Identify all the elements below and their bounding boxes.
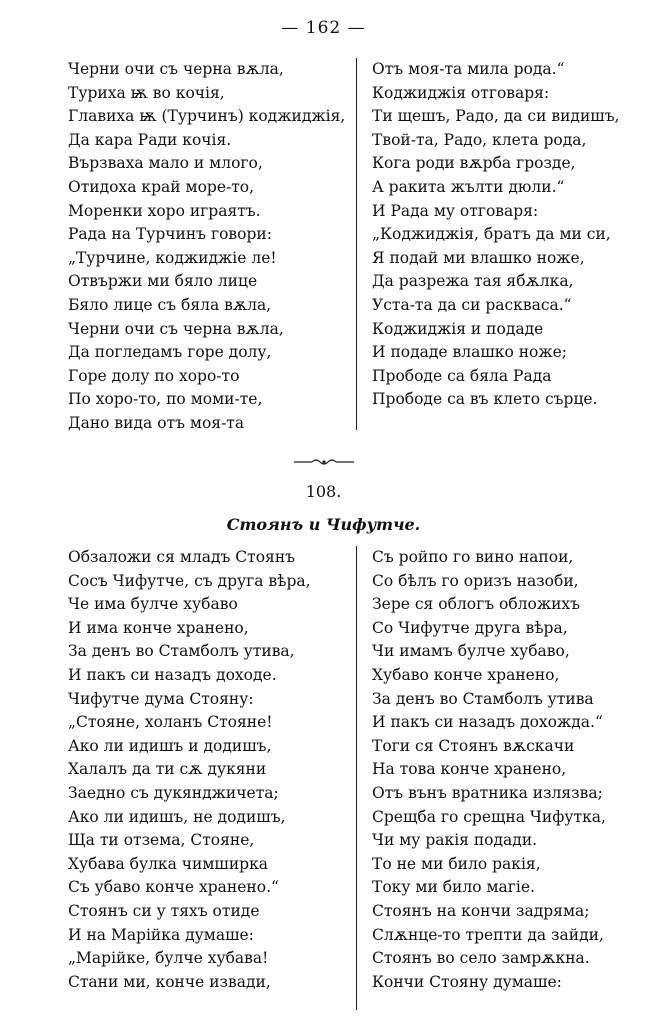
verse-line: Стоянъ на кончи задряма;: [372, 901, 590, 920]
verse-line: За денъ во Стамболъ утива: [372, 689, 594, 708]
verse-line: Отъ моя-та мила рода.“: [372, 60, 565, 78]
verse-line: Твой-та, Радо, клета рода,: [372, 130, 587, 149]
verse-line: Чифутче дума Стояну:: [68, 689, 254, 708]
verse-line: Горе долу по хоро-то: [68, 366, 240, 385]
verse-line: Срещба го срещна Чифутка,: [372, 807, 606, 826]
verse-line: Да разрежа тая ябѫлка,: [372, 272, 574, 291]
verse-line: И на Марійка думаше:: [68, 925, 254, 944]
verse-line: Стоянъ си у тяхъ отиде: [68, 901, 260, 920]
verse-line: Да погледамъ горе долу,: [68, 343, 272, 362]
verse-line: Отъ вънъ вратника излязва;: [372, 783, 603, 802]
verse-line: Стоянъ во село замрѫкна.: [372, 949, 590, 968]
verse-line: Со Чифутче друга вѣра,: [372, 618, 568, 637]
verse-line: Обзаложи ся младъ Стоянъ: [68, 548, 296, 566]
verse-line: Моренки хоро играятъ.: [68, 201, 261, 220]
verse-line: А ракита жълти дюли.“: [372, 177, 565, 196]
verse-line: Чи имамъ булче хубаво,: [372, 642, 570, 661]
verse-line: Стани ми, конче извади,: [68, 972, 271, 991]
verse-line: Прободе са бяла Рада: [372, 366, 552, 385]
verse-line: Прободе са въ клето сърце.: [372, 390, 598, 409]
verse-line: Отвържи ми бяло лице: [68, 272, 258, 291]
verse-line: Съ убаво конче хранено.“: [68, 878, 279, 897]
verse-line: И Рада му отговаря:: [372, 201, 539, 220]
verse-line: Хубава булка чимширка: [68, 854, 269, 873]
verse-line: И пакъ си назадъ доходе.: [68, 665, 277, 684]
verse-line: Да кара Ради кочія.: [68, 130, 232, 149]
verse-line: Главиха ѭ (Турчинъ) коджиджія,: [68, 107, 346, 126]
verse-line: За денъ во Стамболъ утива,: [68, 642, 295, 661]
song-title: Стоянъ и Чифутче.: [226, 515, 421, 534]
verse-line: Съ ройпо го вино напои,: [372, 548, 574, 566]
verse-line: Бяло лице съ бяла вѫла,: [68, 295, 272, 314]
verse-line: „Марійке, булче хубава!: [68, 949, 269, 968]
song-number: 108.: [305, 482, 342, 501]
verse-line: Сосъ Чифутче, съ друга вѣра,: [68, 571, 311, 590]
verse-line: Коджиджія отговаря:: [372, 83, 550, 102]
verse-line: Чи му ракія подади.: [372, 831, 538, 850]
verse-line: И пакъ си назадъ дохожда.“: [372, 713, 603, 732]
verse-line: Рада на Турчинъ говори:: [68, 225, 272, 244]
top-left-verse-column: [68, 58, 345, 436]
verse-line: „Коджиджія, братъ да ми си,: [372, 225, 611, 244]
verse-line: Хубаво конче хранено,: [372, 665, 560, 684]
verse-line: Уста-та да си расквасa.“: [372, 295, 572, 314]
verse-line: Тоги ся Стоянъ вѫскачи: [372, 736, 575, 755]
verse-line: Зере ся облогъ обложихъ: [372, 595, 581, 614]
verse-line: Отидоха край море-то,: [68, 177, 255, 196]
verse-line: То не ми било ракія,: [372, 854, 541, 873]
verse-line: Кога роди вѫрба грозде,: [372, 154, 576, 173]
verse-line: Коджиджія и подаде: [372, 319, 544, 338]
verse-line: Ако ли идишъ и додишъ,: [68, 736, 272, 755]
verse-line: По хоро-то, по моми-те,: [68, 390, 263, 409]
verse-line: Ако ли идишъ, не додишъ,: [68, 807, 286, 826]
verse-line: Со бѣлъ го оризъ назоби,: [372, 571, 579, 590]
verse-line: Я подай ми влашко ноже,: [372, 248, 585, 267]
verse-line: Че има булче хубаво: [68, 595, 238, 614]
bottom-left-verse-column: [68, 546, 311, 994]
verse-line: Ща ти отзема, Стояне,: [68, 831, 255, 850]
verse-line: Халалъ да ти сѫ дукяни: [68, 760, 267, 779]
verse-line: Туриха ѭ во кочія,: [68, 83, 225, 102]
verse-line: „Стояне, холанъ Стояне!: [68, 713, 273, 732]
verse-line: И подаде влашко ноже;: [372, 343, 568, 362]
verse-line: На това конче хранено,: [372, 760, 567, 779]
verse-line: И има конче хранено,: [68, 618, 249, 637]
verse-line: Черни очи съ черна вѫла,: [68, 319, 284, 338]
verse-line: Слѫнце-то трепти да зайди,: [372, 925, 604, 944]
verse-line: Заедно съ дукянджичета;: [68, 783, 279, 802]
section-ornament-icon: [0, 452, 647, 471]
column-divider-bottom: [356, 546, 357, 1010]
column-divider-top: [356, 58, 357, 430]
verse-line: „Турчине, коджиджіе ле!: [68, 248, 277, 267]
page-number: — 162 —: [281, 18, 366, 38]
verse-line: Току ми било магіе.: [372, 878, 535, 897]
verse-line: Ти щешъ, Радо, да си видишъ,: [372, 107, 620, 126]
verse-line: Кончи Стояну думаше:: [372, 972, 562, 991]
top-right-verse-column: [372, 58, 620, 412]
verse-line: Дано вида отъ моя-та: [68, 413, 245, 432]
verse-line: Вързваха мало и млого,: [68, 154, 263, 173]
verse-line: Черни очи съ черна вѫла,: [68, 60, 284, 78]
bottom-right-verse-column: [372, 546, 606, 994]
